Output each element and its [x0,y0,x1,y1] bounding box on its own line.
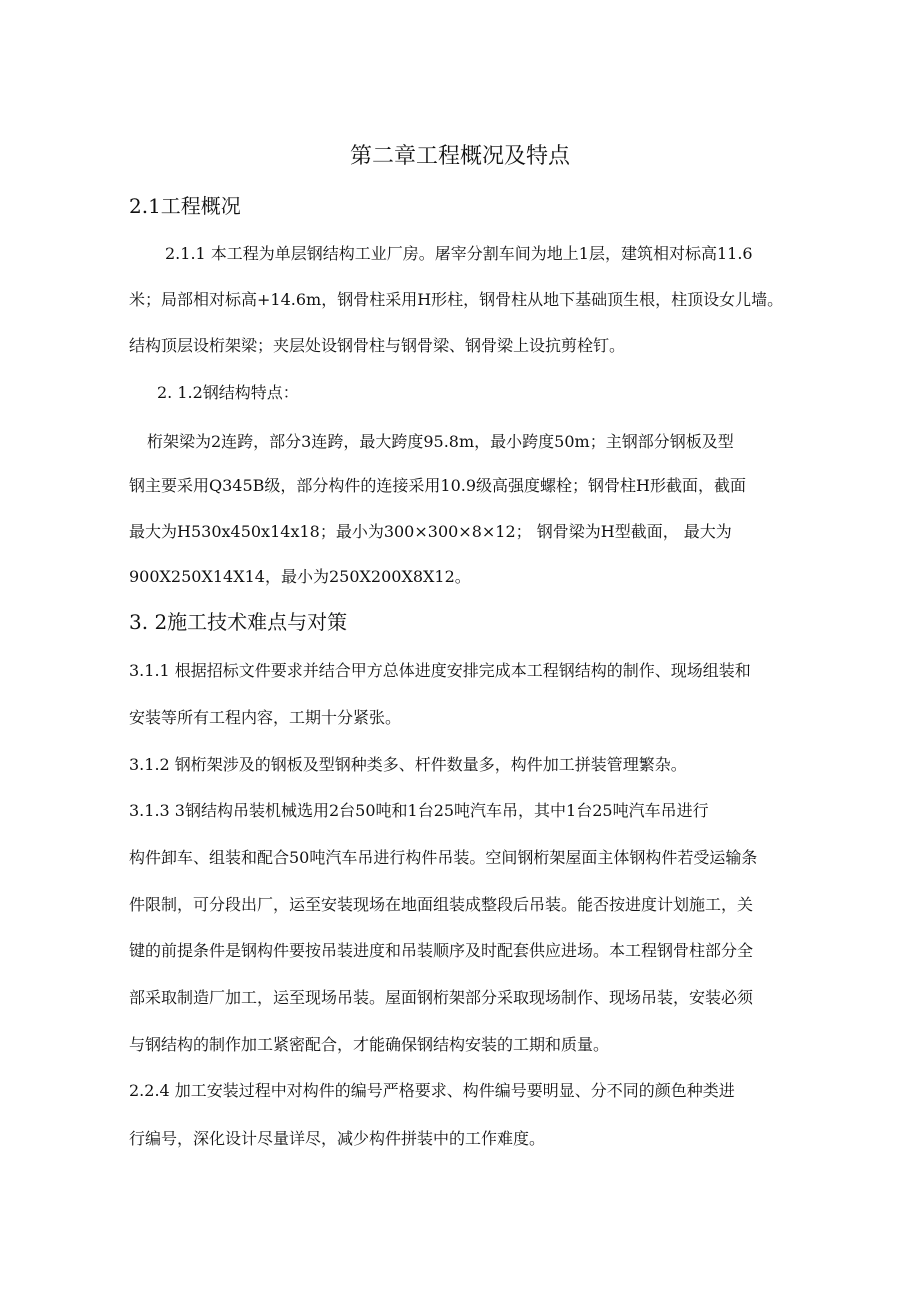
chapter-title: 第二章工程概况及特点 [349,144,570,169]
text-line: 3.1.3 3钢结构吊装机械选用2台50吨和1台25吨汽车吊，其中1台25吨汽车吊进行 [129,801,709,820]
text-line: 米；局部相对标高+14.6m，钢骨柱采用H形柱，钢骨柱从地下基础顶生根，柱顶设女儿墙。 [129,290,784,309]
text-line: 行编号，深化设计尽量详尽，减少构件拼装中的工作难度。 [129,1129,546,1148]
text-line: 3.1.2 钢桁架涉及的钢板及型钢种类多、杆件数量多，构件加工拼装管理繁杂。 [129,755,687,774]
text-line: 键的前提条件是钢构件要按吊装进度和吊装顺序及时配套供应进场。本工程钢骨柱部分全 [129,941,754,960]
text-line: 2.2.4 加工安装过程中对构件的编号严格要求、构件编号要明显、分不同的颜色种类进 [129,1081,735,1100]
text-line: 与钢结构的制作加工紧密配合，才能确保钢结构安装的工期和质量。 [129,1035,610,1054]
text-line: 桁架梁为2连跨，部分3连跨，最大跨度95.8m，最小跨度50m；主钢部分钢板及型 [147,432,734,451]
text-line: 2.1.1 本工程为单层钢结构工业厂房。屠宰分割车间为地上1层，建筑相对标高11.6 [165,244,753,263]
text-line: 3.1.1 根据招标文件要求并结合甲方总体进度安排完成本工程钢结构的制作、现场组装和 [129,661,751,680]
text-line: 部采取制造厂加工，运至现场吊装。屋面钢桁架部分采取现场制作、现场吊装，安装必须 [129,988,754,1007]
text-line: 钢主要采用Q345B级，部分构件的连接采用10.9级高强度螺栓；钢骨柱H形截面，截面 [129,476,746,495]
text-line: 构件卸车、组装和配合50吨汽车吊进行构件吊装。空间钢桁架屋面主体钢构件若受运输条 [129,848,758,867]
text-line: 安装等所有工程内容，工期十分紧张。 [129,708,402,727]
text-line: 件限制，可分段出厂，运至安装现场在地面组装成整段后吊装。能否按进度计划施工，关 [129,895,754,914]
text-line: 结构顶层设桁架梁；夹层处设钢骨柱与钢骨梁、钢骨梁上设抗剪栓钉。 [129,336,626,355]
sub-heading-2-1-2: 2. 1.2钢结构特点： [157,383,299,402]
section-heading-3-2: 3. 2施工技术难点与对策 [129,610,348,634]
text-line: 最大为H530x450x14x18；最小为300×300×8×12； 钢骨梁为H型截面， 最大为 [129,522,732,541]
text-line: 900X250X14X14，最小为250X200X8X12。 [129,567,471,586]
section-heading-2-1: 2.1工程概况 [129,194,241,218]
